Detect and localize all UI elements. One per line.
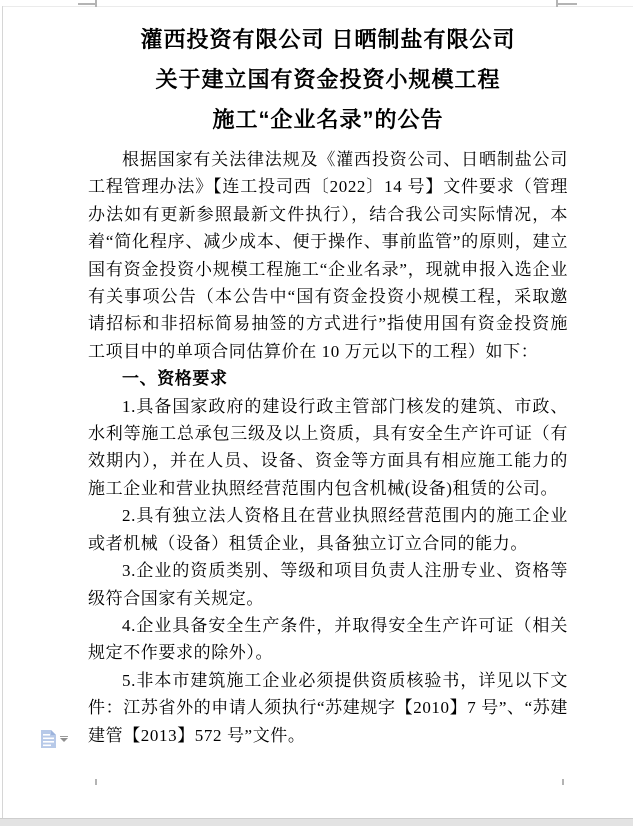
- crop-mark-bottom-right: [562, 779, 564, 785]
- requirement-item-4: 4.企业具备安全生产条件，并取得安全生产许可证（相关规定不作要求的除外）。: [88, 615, 568, 663]
- requirement-item-5: 5.非本市建筑施工企业必须提供资质核验书，详见以下文件：江苏省外的申请人须执行“苏建规字【2010】7 号”、“苏建建管【2013】572 号”文件。: [88, 670, 568, 745]
- crop-mark-bottom-left: [95, 779, 97, 785]
- chevron-down-icon: [60, 738, 68, 742]
- crop-mark-top-right: [556, 3, 577, 5]
- page-top-border: [3, 6, 633, 7]
- title-line-3: 施工“企业名录”的公告: [212, 107, 444, 132]
- intro-paragraph: 根据国家有关法律法规及《灌西投资公司、日晒制盐公司工程管理办法》【连工投司西〔2022〕14 号】文件要求（管理办法如有更新参照最新文件执行），结合我公司实际情况，本着“简化程序、减少成本、便于操作、事前监管”的原则，建立国有资金投资小规模工程施工“企业名录”，现就申报入选企业有关事项公告（本公告中“国有资金投资小规模工程，采取邀请招标和非招标简易抽签的方式进行”指使用国有资金投资施工项目中的单项合同估算价在 10 万元以下的工程）如下：: [88, 150, 568, 361]
- requirement-item-3: 3.企业的资质类别、等级和项目负责人注册专业、资格等级符合国家有关规定。: [88, 561, 568, 608]
- dropdown-bar: [60, 736, 68, 737]
- page-gap-bar: [0, 818, 633, 826]
- margin-dropdown-arrow-icon[interactable]: [59, 735, 69, 743]
- section-heading-qualifications: 一、资格要求: [122, 369, 228, 389]
- title-line-1: 灌西投资有限公司 日晒制盐有限公司: [140, 27, 516, 52]
- crop-mark-top-left: [95, 0, 97, 7]
- document-body: [88, 146, 568, 749]
- requirement-item-1: 1.具备国家政府的建设行政主管部门核发的建筑、市政、水利等施工总承包三级及以上资质，具有安全生产许可证（有效期内），并在人员、设备、资金等方面具有相应施工能力的施工企业和营业执照经营范围内包含机械(设备)租赁的公司。: [88, 396, 568, 498]
- title-line-2: 关于建立国有资金投资小规模工程: [155, 67, 501, 92]
- page-left-border: [2, 6, 3, 818]
- margin-document-icon[interactable]: [40, 729, 57, 749]
- document-title: [88, 20, 568, 140]
- requirement-item-2: 2.具有独立法人资格且在营业执照经营范围内的施工企业或者机械（设备）租赁企业，具备独立订立合同的能力。: [88, 506, 568, 553]
- document-icon: [40, 729, 57, 749]
